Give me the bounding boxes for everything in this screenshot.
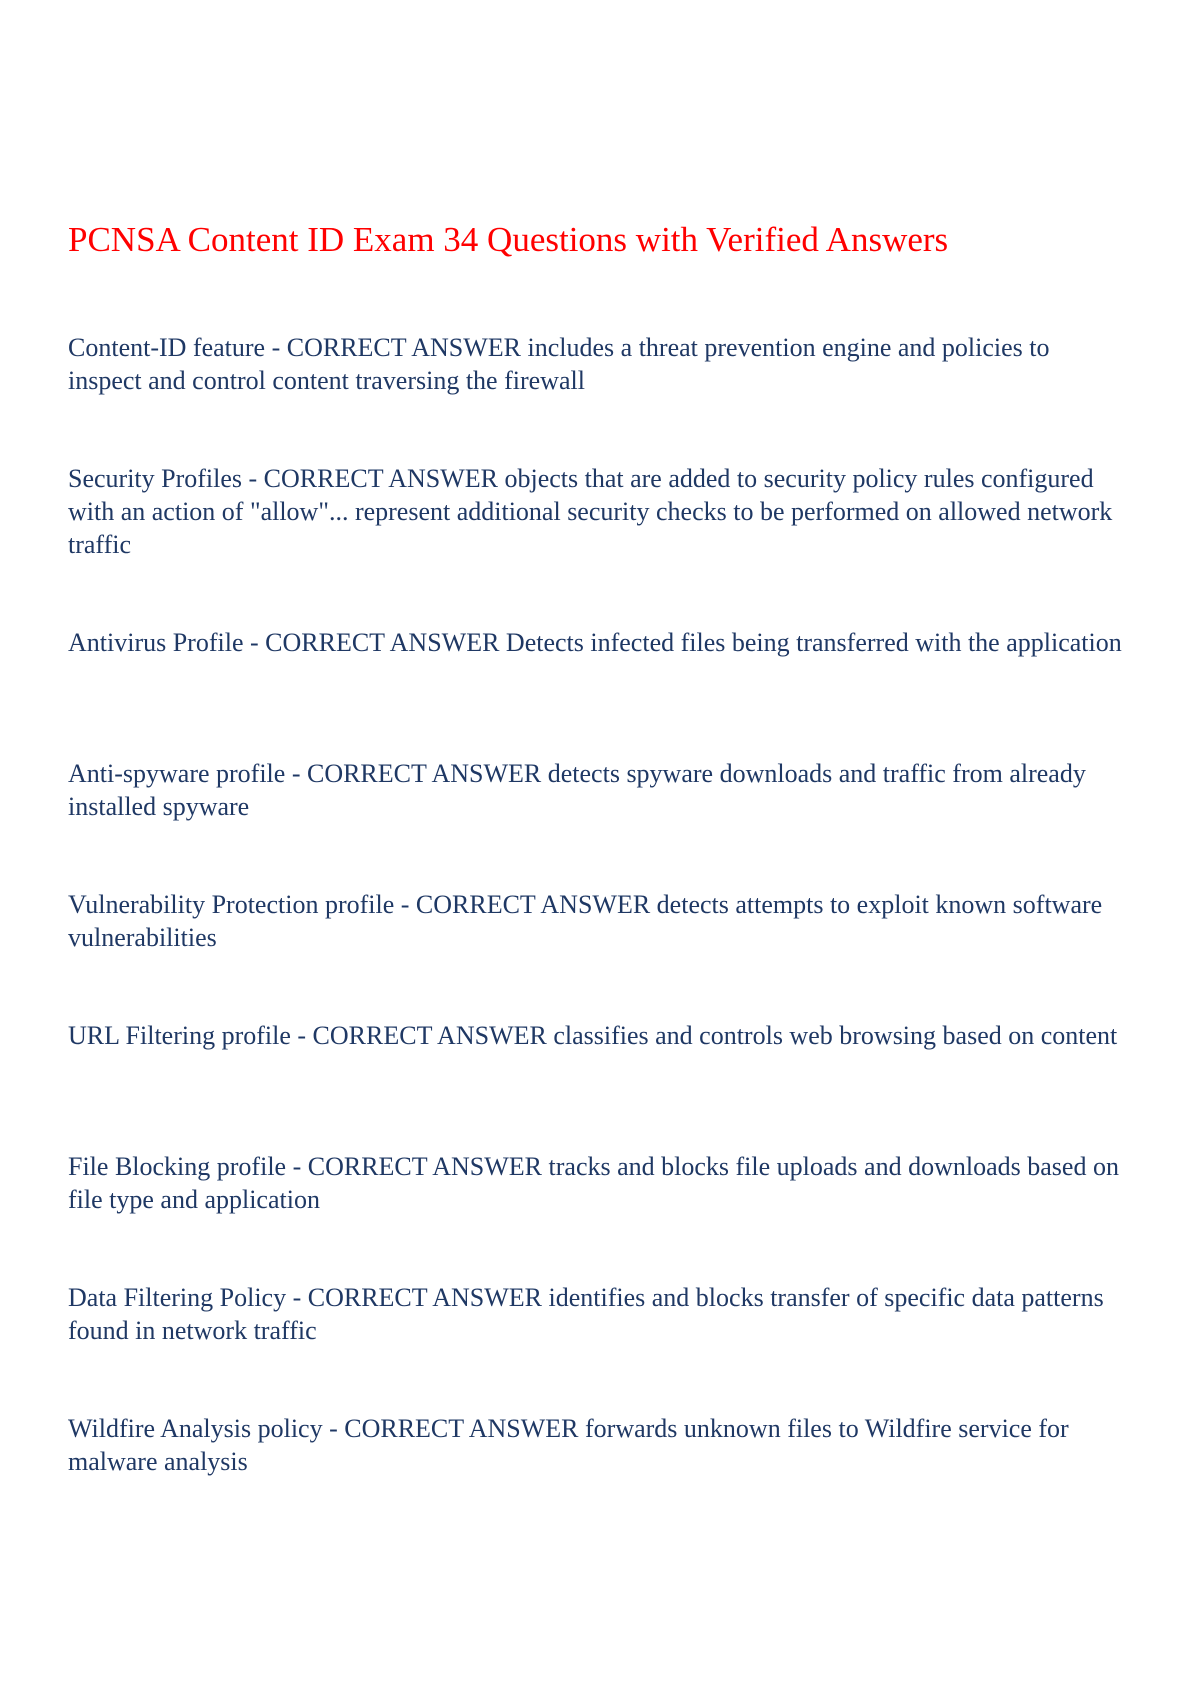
qa-entry-security-profiles: Security Profiles - CORRECT ANSWER objects that are added to security policy rules configured with an action of "allow"... represent additional security checks to be performed on allowed network traffic xyxy=(68,464,1113,559)
qa-entry-vulnerability-protection: Vulnerability Protection profile - CORRECT ANSWER detects attempts to exploit known software vulnerabilities xyxy=(68,890,1103,952)
qa-entry-data-filtering: Data Filtering Policy - CORRECT ANSWER identifies and blocks transfer of specific data patterns found in network traffic xyxy=(68,1283,1104,1345)
qa-entry-content-id: Content-ID feature - CORRECT ANSWER includes a threat prevention engine and policies to inspect and control content traversing the firewall xyxy=(68,333,1050,395)
qa-entry-file-blocking: File Blocking profile - CORRECT ANSWER tracks and blocks file uploads and downloads based on file type and application xyxy=(68,1152,1119,1214)
document-title: PCNSA Content ID Exam 34 Questions with Verified Answers xyxy=(68,220,949,259)
qa-entry-anti-spyware-profile: Anti-spyware profile - CORRECT ANSWER detects spyware downloads and traffic from already installed spyware xyxy=(68,759,1086,821)
qa-entry-antivirus-profile: Antivirus Profile - CORRECT ANSWER Detects infected files being transferred with the application xyxy=(68,628,1122,657)
qa-entry-url-filtering: URL Filtering profile - CORRECT ANSWER classifies and controls web browsing based on content xyxy=(68,1021,1118,1050)
qa-entry-wildfire-analysis: Wildfire Analysis policy - CORRECT ANSWER forwards unknown files to Wildfire service for malware analysis xyxy=(68,1414,1069,1476)
